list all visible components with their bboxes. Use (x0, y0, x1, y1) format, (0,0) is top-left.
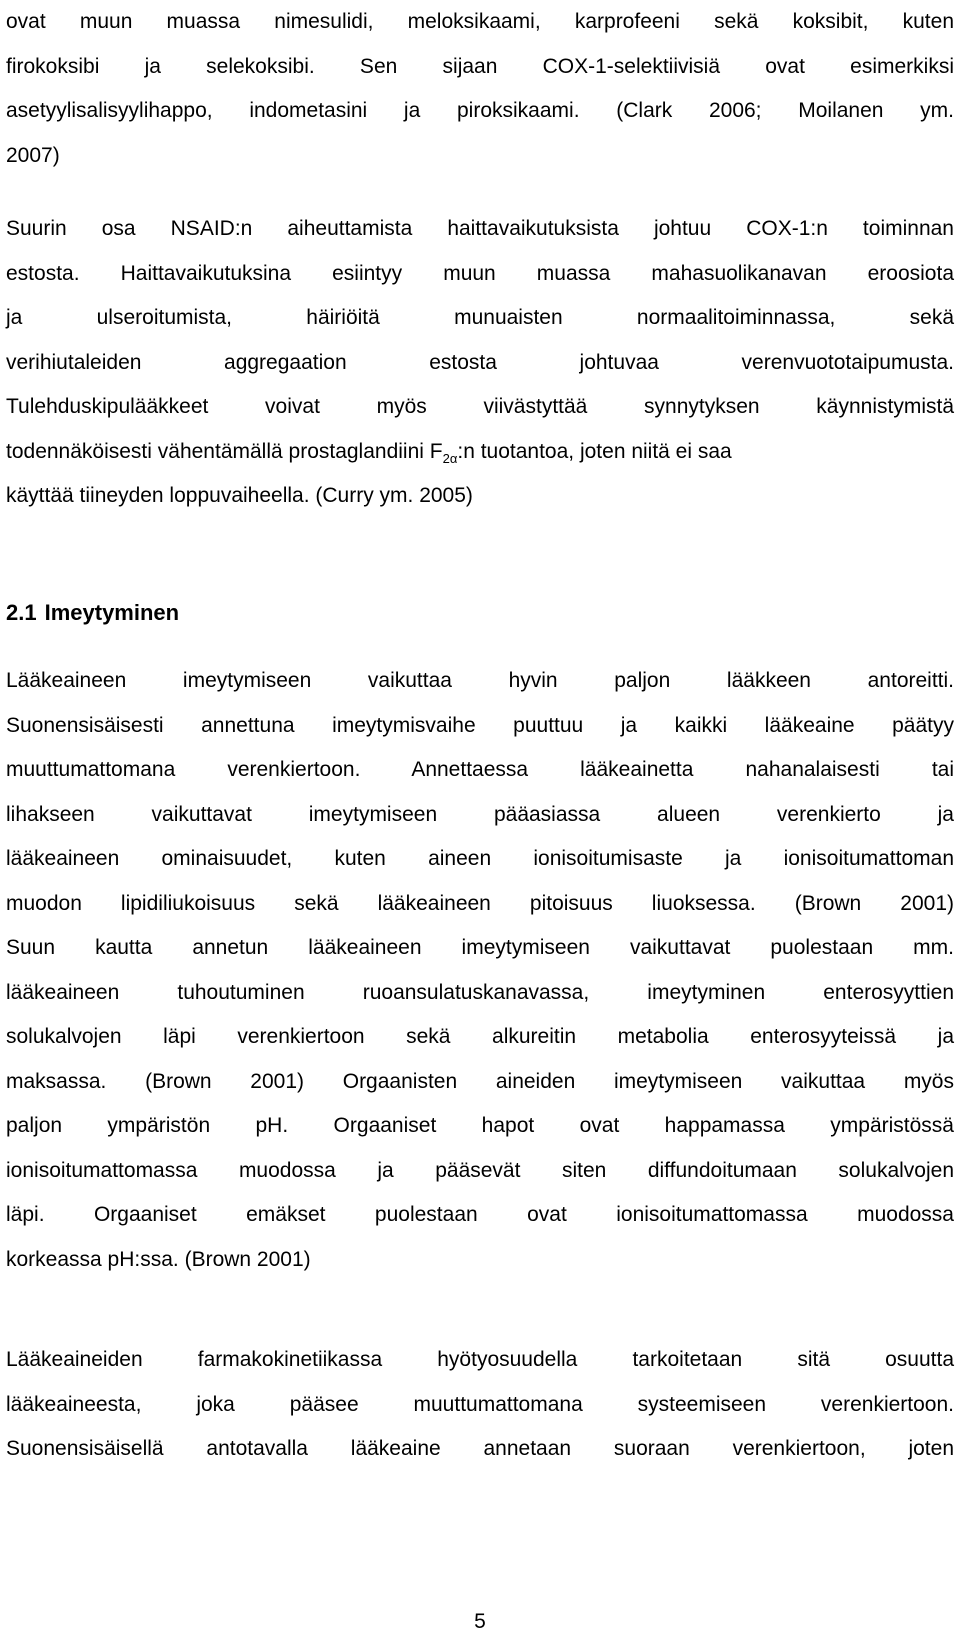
text-line: firokoksibi ja selekoksibi. Sen sijaan COX-1-selektiivisiä ovat esimerkiksi (6, 54, 954, 78)
text-line: muuttumattomana verenkiertoon. Annettaessa lääkeainetta nahanalaisesti tai (6, 758, 954, 781)
text-line: Suonensisäisesti annettuna imeytymisvaihe puuttuu ja kaikki lääkeaine päätyy (6, 713, 954, 737)
text-line: korkeassa pH:ssa. (Brown 2001) (6, 1247, 311, 1271)
paragraph-side-effects (6, 207, 954, 519)
text-line: verihiutaleiden aggregaation estosta johtuvaa verenvuototaipumusta. (6, 350, 954, 374)
text-line: Lääkeaineiden farmakokinetiikassa hyötyosuudella tarkoitetaan sitä osuutta (6, 1348, 954, 1371)
text-line: Suun kautta annetun lääkeaineen imeytymiseen vaikuttavat puolestaan mm. (6, 936, 954, 959)
text-line: Lääkeaineen imeytymiseen vaikuttaa hyvin paljon lääkkeen antoreitti. (6, 669, 954, 692)
text-segment: todennäköisesti vähentämällä prostaglandiini F (6, 439, 443, 463)
text-line: solukalvojen läpi verenkiertoon sekä alkureitin metabolia enterosyyteissä ja (6, 1025, 954, 1048)
text-line: muodon lipidiliukoisuus sekä lääkeaineen pitoisuus liuoksessa. (Brown 2001) (6, 891, 954, 915)
text-line: lääkeaineen tuhoutuminen ruoansulatuskanavassa, imeytyminen enterosyyttien (6, 980, 954, 1004)
text-line: Suurin osa NSAID:n aiheuttamista haittavaikutuksista johtuu COX-1:n toiminnan (6, 217, 954, 240)
text-line: lääkeaineen ominaisuudet, kuten aineen ionisoitumisaste ja ionisoitumattoman (6, 847, 954, 870)
text-line: Suonensisäisellä antotavalla lääkeaine annetaan suoraan verenkiertoon, joten (6, 1437, 954, 1460)
section-heading (6, 596, 179, 630)
section-title: Imeytyminen (44, 600, 180, 625)
text-line: käyttää tiineyden loppuvaiheella. (Curry ym. 2005) (6, 484, 473, 507)
text-line: 2007) (6, 143, 60, 167)
text-segment: :n tuotantoa, joten niitä ei saa (457, 439, 732, 463)
text-line: paljon ympäristön pH. Orgaaniset hapot ovat happamassa ympäristössä (6, 1114, 954, 1137)
text-line: maksassa. (Brown 2001) Orgaanisten aineiden imeytymiseen vaikuttaa myös (6, 1069, 954, 1093)
page-number: 5 (474, 1610, 486, 1633)
text-line: lääkeaineesta, joka pääsee muuttumattomana systeemiseen verenkiertoon. (6, 1392, 954, 1416)
section-number: 2.1 (6, 600, 37, 625)
text-line: ionisoitumattomassa muodossa ja pääsevät siten diffundoitumaan solukalvojen (6, 1158, 954, 1182)
paragraph-bioavailability (6, 1338, 954, 1472)
text-line: läpi. Orgaaniset emäkset puolestaan ovat ionisoitumattomassa muodossa (6, 1203, 954, 1226)
text-line-with-subscript (6, 430, 954, 475)
text-line: ja ulseroitumista, häiriöitä munuaisten normaalitoiminnassa, sekä (6, 306, 954, 329)
paragraph-absorption (6, 659, 954, 1282)
text-line: Tulehduskipulääkkeet voivat myös viivästyttää synnytyksen käynnistymistä (6, 395, 954, 418)
paragraph-nsaid-selectivity (6, 0, 954, 178)
text-line: lihakseen vaikuttavat imeytymiseen pääasiassa alueen verenkierto ja (6, 802, 954, 826)
text-line: estosta. Haittavaikutuksina esiintyy muun muassa mahasuolikanavan eroosiota (6, 261, 954, 285)
subscript: 2α (442, 450, 458, 466)
text-line: asetyylisalisyylihappo, indometasini ja piroksikaami. (Clark 2006; Moilanen ym. (6, 99, 954, 122)
text-line: ovat muun muassa nimesulidi, meloksikaami, karprofeeni sekä koksibit, kuten (6, 10, 954, 33)
